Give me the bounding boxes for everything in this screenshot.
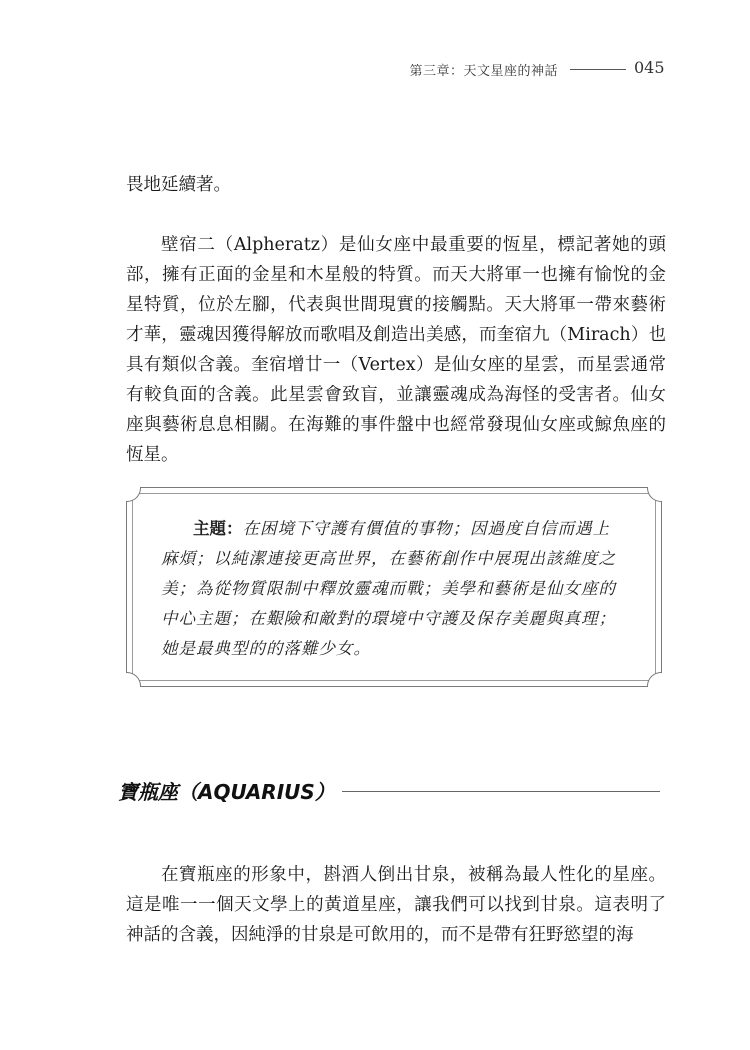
page-number: 045 — [634, 58, 665, 77]
theme-label: 主題： — [193, 519, 243, 538]
header-rule — [570, 69, 626, 70]
chapter-title: 第三章：天文星座的神話 — [409, 64, 558, 79]
section-rule — [342, 791, 660, 792]
paragraph-continuation: 畏地延續著。 — [126, 175, 231, 195]
running-header — [0, 58, 750, 82]
theme-body: 在困境下守護有價值的事物；因過度自信而遇上麻煩；以純潔連接更高世界，在藝術創作中展現出該維度之美；為從物質限制中釋放靈魂而戰；美學和藝術是仙女座的中心主題；在艱險和敵對的環境中守護及保存美麗與真理；她是最典型的的落難少女。 — [161, 519, 616, 658]
paragraph-aquarius: 在寶瓶座的形象中，斟酒人倒出甘泉，被稱為最人性化的星座。這是唯一一個天文學上的黃道星座，讓我們可以找到甘泉。這表明了神話的含義，因純淨的甘泉是可飲用的，而不是帶有狂野慾望的海 — [126, 865, 666, 945]
section-title: 寶瓶座（AQUARIUS） — [118, 780, 335, 804]
section-heading — [118, 776, 664, 808]
theme-text — [161, 514, 627, 664]
theme-box — [126, 487, 662, 687]
paragraph-andromeda: 壁宿二（Alpheratz）是仙女座中最重要的恆星，標記著她的頭部，擁有正面的金星和木星般的特質。而天大將軍一也擁有愉悅的金星特質，位於左腳，代表與世間現實的接觸點。天大將軍一帶來藝術才華，靈魂因獲得解放而歌唱及創造出美感，而奎宿九（Mirach）也具有類似含義。奎宿增廿一（Vertex）是仙女座的星雲，而星雲通常有較負面的含義。此星雲會致盲，並讓靈魂成為海怪的受害者。仙女座與藝術息息相關。在海難的事件盤中也經常發現仙女座或鯨魚座的恆星。 — [126, 235, 666, 465]
